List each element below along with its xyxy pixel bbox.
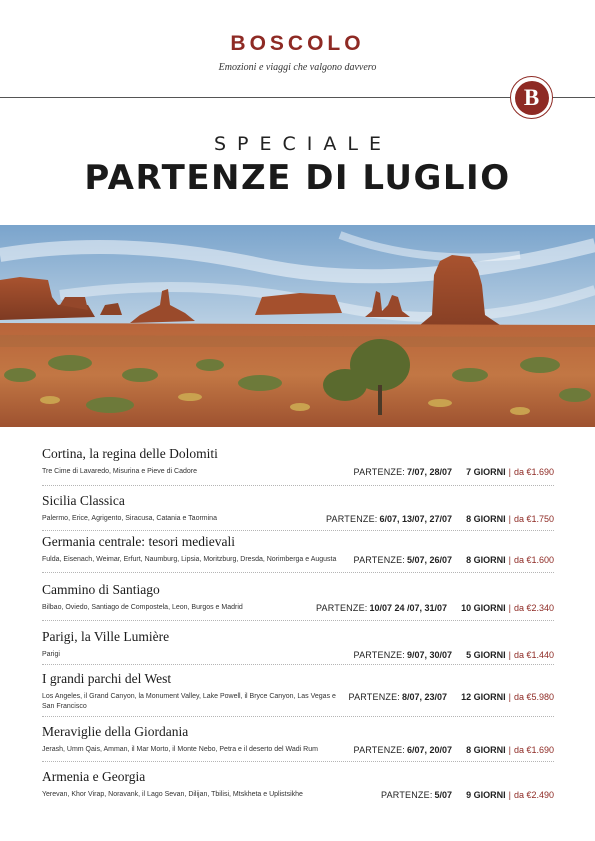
tour-item <box>42 534 554 565</box>
departures-label: PARTENZE: <box>353 467 406 477</box>
row-divider <box>42 572 554 573</box>
tour-places: Parigi <box>42 651 60 658</box>
price-separator: | <box>508 603 511 613</box>
tour-days: 10 GIORNI <box>461 603 506 613</box>
tour-dates: 5/07 <box>434 790 453 800</box>
tour-price: da €1.600 <box>513 555 554 565</box>
tour-item <box>42 724 554 755</box>
tour-item <box>42 493 554 524</box>
tour-price: da €1.750 <box>513 514 554 524</box>
tour-dates: 6/07, 13/07, 27/07 <box>379 514 453 524</box>
brand-badge-icon <box>510 76 553 119</box>
tour-item <box>42 671 554 710</box>
departures-label: PARTENZE: <box>316 603 368 613</box>
tour-dates: 7/07, 28/07 <box>407 467 453 477</box>
tour-info <box>349 692 554 702</box>
tour-price: da €1.690 <box>513 467 554 477</box>
tour-price: da €1.440 <box>513 650 554 660</box>
tour-dates: 10/07 24 /07, 31/07 <box>369 603 448 613</box>
tour-days: 12 GIORNI <box>461 692 506 702</box>
tour-days: 8 GIORNI <box>466 514 506 524</box>
tour-title: I grandi parchi del West <box>42 671 172 686</box>
tour-price: da €1.690 <box>513 745 554 755</box>
tour-days: 7 GIORNI <box>466 467 506 477</box>
tour-info <box>354 467 554 477</box>
brand-tagline: Emozioni e viaggi che valgono davvero <box>218 62 377 73</box>
departures-label: PARTENZE: <box>353 745 406 755</box>
departures-label: PARTENZE: <box>353 650 406 660</box>
page-title: PARTENZE DI LUGLIO <box>84 158 511 198</box>
price-separator: | <box>508 514 511 524</box>
departures-label: PARTENZE: <box>348 692 401 702</box>
row-divider <box>42 664 554 665</box>
tour-days: 5 GIORNI <box>466 650 506 660</box>
hero-image <box>0 225 595 427</box>
row-divider <box>42 485 554 486</box>
tour-info <box>381 790 554 800</box>
row-divider <box>42 530 554 531</box>
departures-label: PARTENZE: <box>326 514 378 524</box>
tour-item <box>42 582 554 613</box>
tour-title: Germania centrale: tesori medievali <box>42 534 236 549</box>
price-separator: | <box>508 790 511 800</box>
tour-places: Los Angeles, il Grand Canyon, la Monument Valley, Lake Powell, il Bryce Canyon, Las Vegas e San Francisco <box>42 693 336 710</box>
tour-price: da €2.490 <box>513 790 554 800</box>
tour-dates: 9/07, 30/07 <box>407 650 453 660</box>
departures-label: PARTENZE: <box>353 555 406 565</box>
tour-dates: 8/07, 23/07 <box>402 692 448 702</box>
tour-dates: 5/07, 26/07 <box>407 555 453 565</box>
tour-places: Yerevan, Khor Virap, Noravank, il Lago Sevan, Dilijan, Tbilisi, Mtskheta e Uplistsikhe <box>42 791 303 798</box>
brand-logo: BOSCOLO <box>230 32 365 55</box>
tour-places: Bilbao, Oviedo, Santiago de Compostela, Leon, Burgos e Madrid <box>42 604 243 611</box>
tour-price: da €2.340 <box>513 603 554 613</box>
tour-places: Jerash, Umm Qais, Amman, il Mar Morto, il Monte Nebo, Petra e il deserto del Wadi Rum <box>42 746 318 753</box>
badge-letter: B <box>515 81 549 115</box>
tour-info <box>326 514 554 524</box>
tour-price: da €5.980 <box>513 692 554 702</box>
tour-places: Tre Cime di Lavaredo, Misurina e Pieve di Cadore <box>42 468 197 475</box>
price-separator: | <box>508 467 511 477</box>
tour-item <box>42 769 554 800</box>
tour-title: Sicilia Classica <box>42 493 125 508</box>
tour-days: 9 GIORNI <box>466 790 506 800</box>
tour-title: Armenia e Georgia <box>42 769 146 784</box>
tour-title: Cortina, la regina delle Dolomiti <box>42 446 218 461</box>
tour-info <box>354 745 554 755</box>
tour-days: 8 GIORNI <box>466 555 506 565</box>
tour-title: Parigi, la Ville Lumière <box>42 629 170 644</box>
tour-item <box>42 446 554 477</box>
row-divider <box>42 761 554 762</box>
row-divider <box>42 716 554 717</box>
tour-title: Meraviglie della Giordania <box>42 724 189 739</box>
price-separator: | <box>508 692 511 702</box>
price-separator: | <box>508 650 511 660</box>
tour-days: 8 GIORNI <box>466 745 506 755</box>
tour-info <box>354 650 554 660</box>
page-kicker: SPECIALE <box>214 133 392 155</box>
tour-item <box>42 629 554 660</box>
tour-places: Fulda, Eisenach, Weimar, Erfurt, Naumburg, Lipsia, Moritzburg, Dresda, Norimberga e Augusta <box>42 556 337 563</box>
tour-info <box>316 603 554 613</box>
header-divider <box>0 97 595 98</box>
tour-places: Palermo, Erice, Agrigento, Siracusa, Catania e Taormina <box>42 515 217 522</box>
tour-info <box>354 555 554 565</box>
tour-dates: 6/07, 20/07 <box>407 745 453 755</box>
tour-title: Cammino di Santiago <box>42 582 160 597</box>
row-divider <box>42 620 554 621</box>
departures-label: PARTENZE: <box>381 790 433 800</box>
price-separator: | <box>508 745 511 755</box>
price-separator: | <box>508 555 511 565</box>
